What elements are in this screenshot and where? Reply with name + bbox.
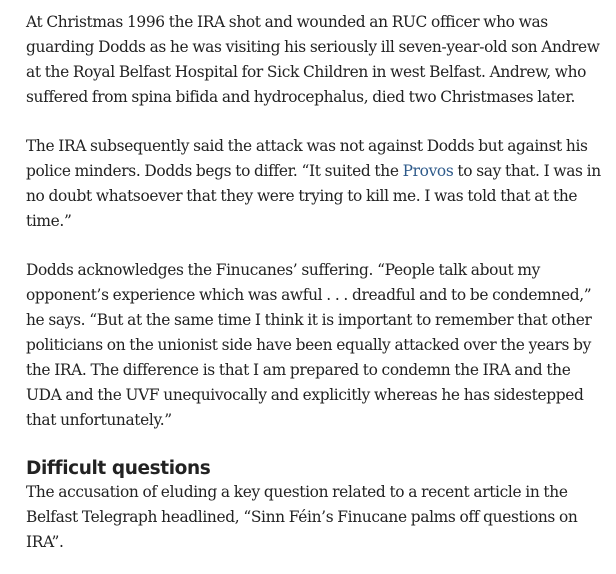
provos-link[interactable]: Provos [402, 162, 454, 180]
paragraph-2-text-after-link: to say that. I was in no doubt whatsoever that they were trying to kill me. I was told that at the time.” [26, 162, 601, 230]
paragraph-2 [26, 134, 606, 234]
section-subheading: Difficult questions [26, 458, 211, 479]
paragraph-2-text-before-link: The IRA subsequently said the attack was not against Dodds but against his police minders. Dodds begs to differ. “It suited the [26, 137, 588, 180]
paragraph-3: Dodds acknowledges the Finucanes’ suffering. “People talk about my opponent’s experience which was awful . . . dreadful and to be condemned,” he says. “But at the same time I think it is important to remember that other politicians on the unionist side have been equally attacked over the years by the IRA. The difference is that I am prepared to condemn the IRA and the UDA and the UVF unequivocally and explicitly whereas he has sidestepped that unfortunately.” [26, 261, 592, 429]
article-body [26, 10, 606, 555]
paragraph-4: The accusation of eluding a key question related to a recent article in the Belfast Telegraph headlined, “Sinn Féin’s Finucane palms off questions on IRA”. [26, 483, 578, 551]
paragraph-1: At Christmas 1996 the IRA shot and wounded an RUC officer who was guarding Dodds as he was visiting his seriously ill seven-year-old son Andrew at the Royal Belfast Hospital for Sick Children in west Belfast. Andrew, who suffered from spina bifida and hydrocephalus, died two Christmases later. [26, 13, 600, 106]
